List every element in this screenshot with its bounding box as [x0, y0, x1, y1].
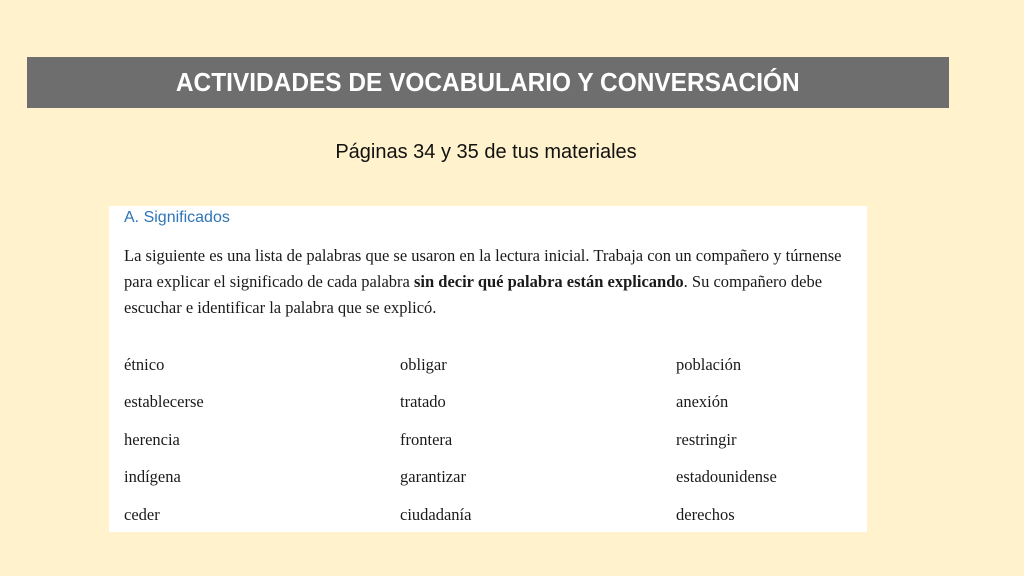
vocab-word: estadounidense: [676, 467, 777, 486]
vocab-word: étnico: [124, 355, 165, 374]
section-heading: A. Significados: [124, 209, 230, 226]
slide-subtitle: Páginas 34 y 35 de tus materiales: [335, 141, 637, 163]
vocab-word: frontera: [400, 430, 453, 449]
instructions-text-start: La siguiente es una lista de palabras que se usaron en la lectura inicial. Trabaja con un compañero y túrnense para explicar el significado de cada palabra: [124, 246, 842, 291]
vocab-word: derechos: [676, 505, 735, 524]
vocab-word: ciudadanía: [400, 505, 472, 524]
instructions-text-end: . Su compañero debe escuchar e identificar la palabra que se explicó.: [124, 272, 823, 317]
vocab-word: indígena: [124, 467, 181, 486]
vocab-word: obligar: [400, 355, 447, 374]
instructions-paragraph: [124, 243, 859, 321]
textbook-excerpt: [109, 206, 867, 532]
vocab-word: garantizar: [400, 467, 466, 486]
slide-title: ACTIVIDADES DE VOCABULARIO Y CONVERSACIÓN: [176, 67, 800, 97]
vocab-word: restringir: [676, 430, 737, 449]
instructions-emphasis: sin decir qué palabra están explicando: [413, 272, 684, 291]
vocab-word: anexión: [676, 392, 729, 411]
vocab-word: ceder: [124, 505, 160, 524]
title-banner: [27, 57, 949, 108]
vocab-word: tratado: [400, 392, 446, 411]
vocab-word: herencia: [124, 430, 180, 449]
vocab-word: establecerse: [124, 392, 204, 411]
vocab-word: población: [676, 355, 742, 374]
